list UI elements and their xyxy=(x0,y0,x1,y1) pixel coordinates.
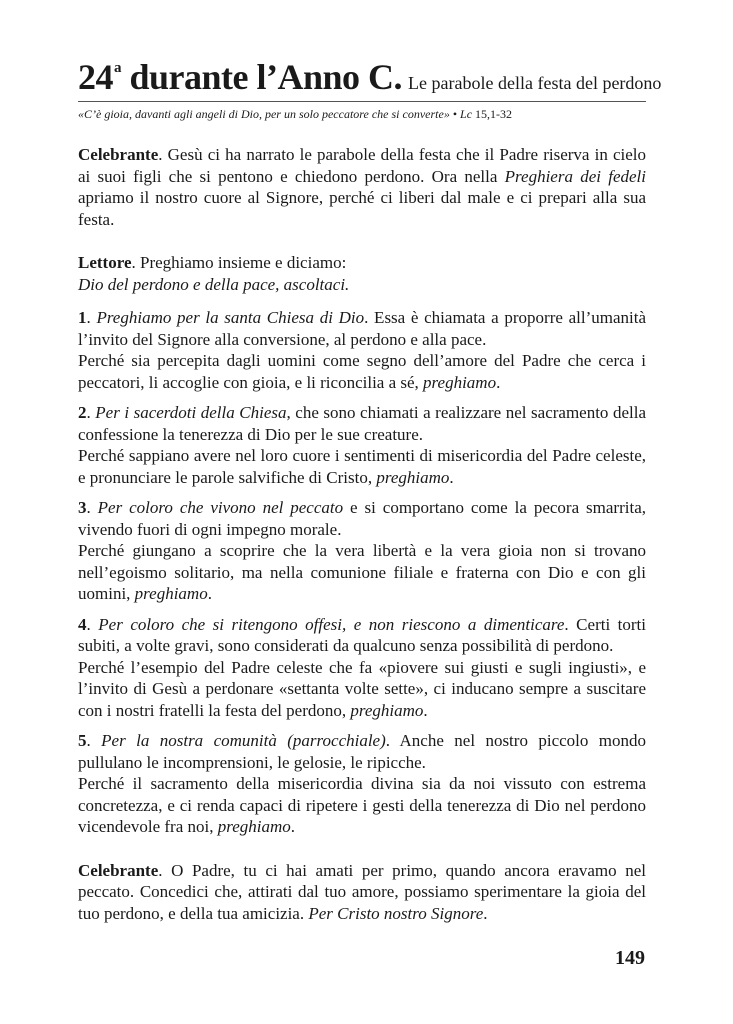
prayer-intention xyxy=(78,402,646,488)
title-number: 24 xyxy=(78,57,113,97)
intention-text: . Certi torti subiti, a volte gravi, sono considerati da qualcuno senza possibilità di perdono. xyxy=(78,614,647,655)
intention-end: . xyxy=(496,372,501,392)
intention-number: 3 xyxy=(78,498,87,517)
speaker-label: Celebrante xyxy=(78,860,159,880)
conclusion-paragraph xyxy=(78,860,646,925)
page-subtitle: Le parabole della festa del perdono xyxy=(408,73,662,93)
intention-end: . xyxy=(423,700,428,720)
intention-title: Per coloro che si ritengono offesi, e non riescono a dimenticare xyxy=(98,614,565,634)
intention-dot: . xyxy=(86,614,99,634)
quote-verse: 15,1-32 xyxy=(472,107,513,121)
intro-paragraph xyxy=(78,144,646,230)
title-superscript: a xyxy=(114,60,121,76)
quote-separator: • xyxy=(449,107,461,121)
intro-text: . Gesù ci ha narrato le parabole della festa che il Padre riserva in cielo ai suoi figli che si pentono e chiedono perdono. Ora nella xyxy=(78,145,646,186)
intention-closing: preghiamo xyxy=(134,584,208,603)
intention-text: . Anche nel nostro piccolo mondo pullulano le incomprensioni, le gelosie, le ripicche. xyxy=(78,731,647,772)
intro-italic: Preghiera dei fedeli xyxy=(504,166,646,186)
intention-petition: Perché l’esempio del Padre celeste che fa «piovere sui giusti e sugli ingiusti», e l’invito di Gesù a perdonare «settanta volte sette», ci inducano sempre a suscitare con i nostri fratelli la festa del perdono, xyxy=(78,657,646,720)
intention-title: Per la nostra comunità (parrocchiale) xyxy=(101,731,386,750)
gospel-quote xyxy=(78,107,646,122)
intention-text: . Essa è chiamata a proporre all’umanità l’invito del Signore alla conversione, al perdono e alla pace. xyxy=(78,308,647,349)
intention-closing: preghiamo xyxy=(350,700,424,720)
intention-end: . xyxy=(449,467,454,487)
header-rule xyxy=(78,101,646,102)
intention-title: Per coloro che vivono nel peccato xyxy=(97,498,344,517)
page-content xyxy=(78,56,662,924)
intention-number: 5 xyxy=(78,731,87,750)
conclusion-closing: Per Cristo nostro Signore xyxy=(308,903,484,923)
page-number: 149 xyxy=(615,947,645,969)
response-text: Dio del perdono e della pace, ascoltaci. xyxy=(78,274,350,294)
intention-end: . xyxy=(290,817,295,836)
conclusion-end: . xyxy=(483,903,488,923)
intention-petition: Perché sia percepita dagli uomini come segno dell’amore del Padre che cerca i peccatori, li accoglie con gioia, e li riconcilia a sé, xyxy=(78,351,646,392)
intention-dot: . xyxy=(86,731,102,750)
prayer-intention xyxy=(78,614,646,722)
intention-closing: preghiamo xyxy=(376,467,450,487)
quote-text: «C’è gioia, davanti agli angeli di Dio, per un solo peccatore che si converte» xyxy=(78,107,450,121)
intention-text: , che sono chiamati a realizzare nel sacramento della confessione la tenerezza di Dio per le sue creature. xyxy=(78,403,646,444)
intention-closing: preghiamo xyxy=(423,372,497,392)
quote-book: Lc xyxy=(460,107,473,121)
intention-title: Per i sacerdoti della Chiesa xyxy=(95,403,287,422)
lettore-paragraph xyxy=(78,252,646,295)
lettore-text: . Preghiamo insieme e diciamo: xyxy=(131,253,347,272)
prayer-intention xyxy=(78,307,646,393)
speaker-label: Celebrante xyxy=(78,145,159,164)
speaker-label: Lettore xyxy=(78,253,132,272)
intention-closing: preghiamo xyxy=(217,817,291,836)
intention-number: 4 xyxy=(78,614,87,634)
prayer-intention xyxy=(78,730,646,838)
intention-title: Preghiamo per la santa Chiesa di Dio xyxy=(96,308,365,327)
intention-end: . xyxy=(207,584,212,603)
intention-petition: Perché giungano a scoprire che la vera libertà e la vera gioia non si trovano nell’egoismo solitario, ma nella comunione filiale e fraterna con Dio e con gli uomini, xyxy=(78,541,646,603)
intention-petition: Perché il sacramento della misericordia divina sia da noi vissuto con estrema concretezza, e ci renda capaci di ripetere i gesti della tenerezza di Dio nel perdono vicendevole fra noi, xyxy=(78,774,646,836)
title-text: durante l’Anno C. xyxy=(121,57,403,97)
intention-dot: . xyxy=(86,498,98,517)
intention-text: e si comportano come la pecora smarrita, vivendo fuori di ogni impegno morale. xyxy=(78,498,646,539)
intention-petition: Perché sappiano avere nel loro cuore i sentimenti di misericordia del Padre celeste, e pronunciare le parole salvifiche di Cristo, xyxy=(78,446,646,487)
intention-number: 2 xyxy=(78,403,87,422)
intention-number: 1 xyxy=(78,308,87,327)
intention-dot: . xyxy=(86,403,96,422)
prayer-intention xyxy=(78,497,646,605)
intention-dot: . xyxy=(86,308,97,327)
intro-text-end: apriamo il nostro cuore al Signore, perché ci liberi dal male e ci prepari alla sua festa. xyxy=(78,188,646,229)
page-title xyxy=(78,56,402,98)
page-header xyxy=(78,56,662,98)
conclusion-text: . O Padre, tu ci hai amati per primo, quando ancora eravamo nel peccato. Concedici che, attirati dal tuo amore, possiamo sperimentare la gioia del tuo perdono, e della tua amicizia. xyxy=(78,860,646,923)
